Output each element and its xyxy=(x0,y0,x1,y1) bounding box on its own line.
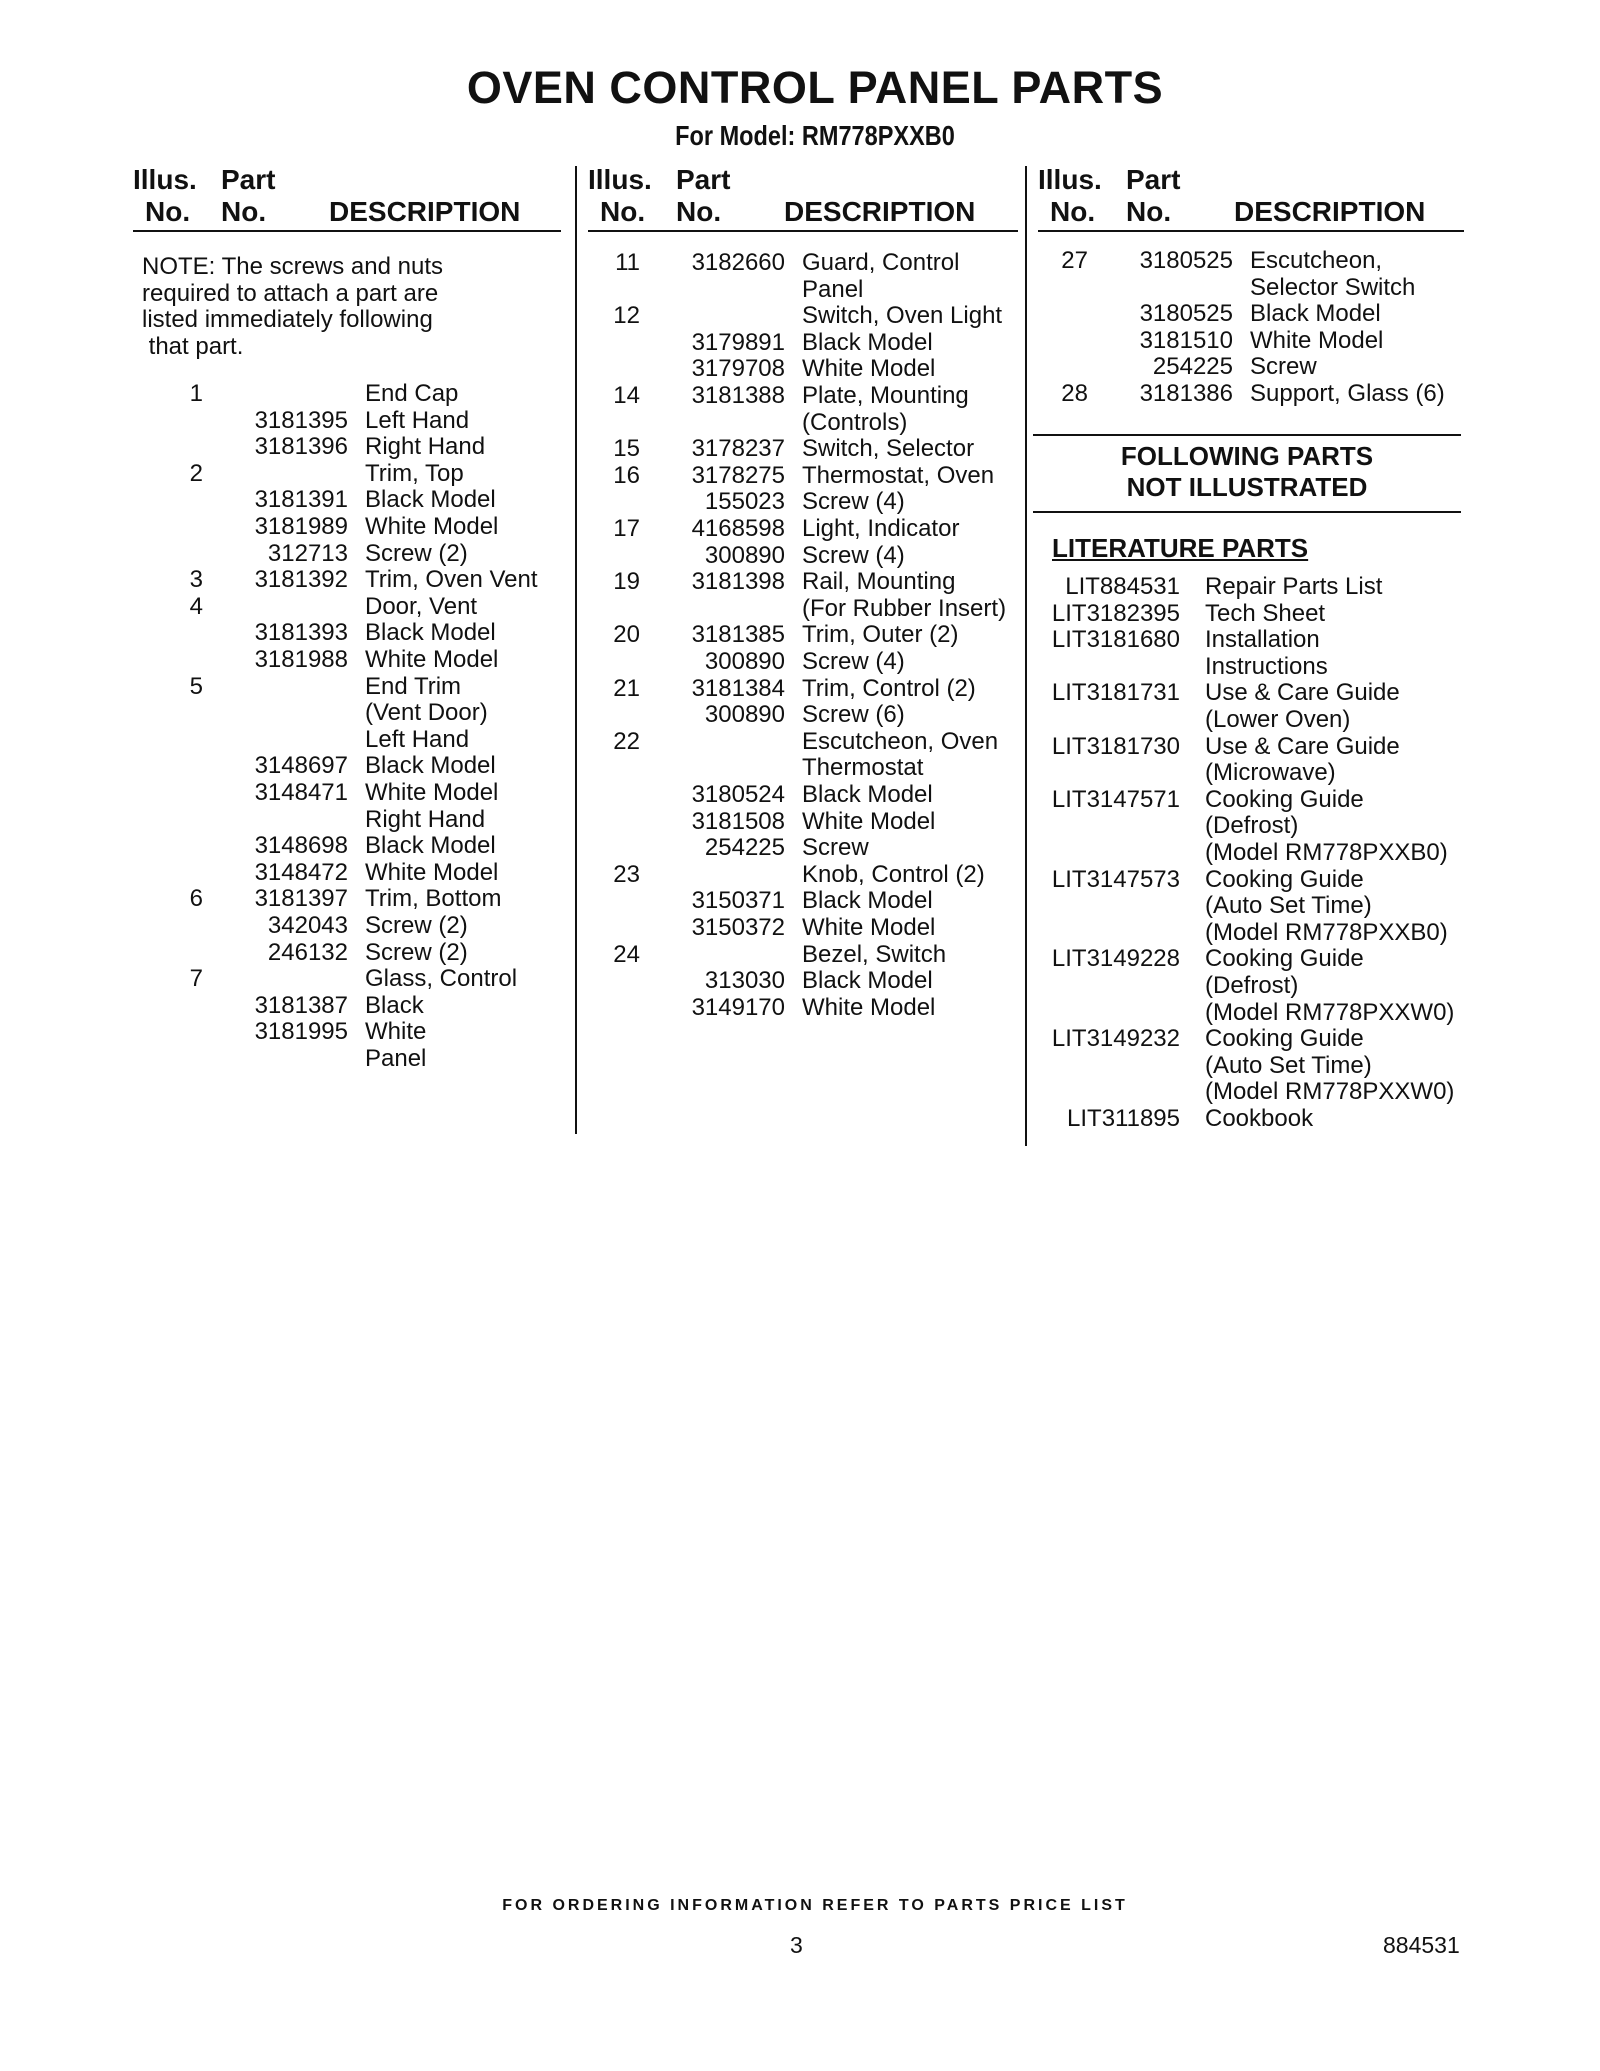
header-part-no: No. xyxy=(221,196,267,227)
part-description: White Model xyxy=(365,646,499,673)
literature-description: (Defrost) xyxy=(1205,972,1299,999)
part-description: Trim, Oven Vent xyxy=(365,566,538,594)
literature-description: Cooking Guide xyxy=(1205,865,1364,893)
literature-number: LIT3181680 xyxy=(1051,626,1180,654)
header-illus-no: No. xyxy=(600,196,646,227)
part-description: Trim, Control (2) xyxy=(802,674,976,702)
illus-number: 19 xyxy=(613,568,640,596)
part-description: Switch, Selector xyxy=(802,435,975,463)
part-description: Screw (4) xyxy=(802,488,905,516)
part-number: 3178275 xyxy=(691,461,785,489)
literature-description: (Model RM778PXXW0) xyxy=(1205,998,1455,1026)
part-description: End Trim xyxy=(365,672,462,700)
part-description: Plate, Mounting xyxy=(802,382,969,409)
page-number: 3 xyxy=(790,1932,803,1958)
illus-number: 15 xyxy=(613,435,640,463)
illus-number: 1 xyxy=(189,380,203,407)
note-line: required to attach a part are xyxy=(142,279,439,307)
part-description: Screw (4) xyxy=(802,541,905,569)
literature-number: LIT3181731 xyxy=(1051,679,1180,707)
part-description: Glass, Control xyxy=(365,965,518,993)
screws-note xyxy=(142,254,443,360)
header-part-no: No. xyxy=(676,196,722,227)
literature-description: Cooking Guide xyxy=(1205,1025,1364,1053)
header-illus: Illus. xyxy=(588,164,652,195)
header-illus: Illus. xyxy=(1038,164,1102,195)
part-number: 155023 xyxy=(704,488,785,516)
literature-description: Cooking Guide xyxy=(1205,945,1364,973)
literature-description: (Auto Set Time) xyxy=(1205,892,1372,920)
part-number: 3180524 xyxy=(691,781,785,808)
literature-description: (Microwave) xyxy=(1205,759,1336,787)
part-description: Screw (2) xyxy=(365,539,468,567)
illus-number: 4 xyxy=(189,592,203,620)
literature-description: (Model RM778PXXW0) xyxy=(1205,1078,1455,1106)
literature-number: LIT3147573 xyxy=(1051,865,1180,893)
following-line-1: FOLLOWING PARTS xyxy=(1120,441,1374,471)
header-illus-no: No. xyxy=(1050,196,1096,227)
part-number: 300890 xyxy=(704,701,785,729)
header-illus-no: No. xyxy=(145,196,191,227)
illus-number: 14 xyxy=(613,382,640,409)
illus-number: 28 xyxy=(1061,380,1088,407)
ordering-footer: FOR ORDERING INFORMATION REFER TO PARTS PRICE LIST xyxy=(502,1897,1128,1914)
part-description: Black Model xyxy=(802,328,933,356)
part-description: Escutcheon, Oven xyxy=(802,727,999,755)
part-description: White Model xyxy=(802,807,936,835)
literature-description: (Model RM778PXXB0) xyxy=(1205,918,1448,946)
part-description: Black Model xyxy=(365,619,496,647)
note-line: listed immediately following xyxy=(142,306,433,334)
literature-number: LIT3181730 xyxy=(1051,732,1180,760)
literature-description: Installation xyxy=(1205,626,1320,654)
part-description: Thermostat xyxy=(802,754,924,782)
part-number: 3181398 xyxy=(691,568,785,596)
part-description: Black Model xyxy=(802,967,933,995)
part-description: Black Model xyxy=(802,781,933,808)
part-number: 3182660 xyxy=(691,249,785,276)
part-description: Light, Indicator xyxy=(802,515,960,542)
literature-description: Cooking Guide xyxy=(1205,785,1364,813)
illus-number: 3 xyxy=(189,566,203,594)
part-description: Black Model xyxy=(802,887,933,915)
illus-number: 23 xyxy=(613,860,640,888)
literature-number: LIT3149228 xyxy=(1051,945,1180,973)
part-number: 312713 xyxy=(267,539,348,567)
part-description: White xyxy=(365,1018,427,1046)
part-description: Switch, Oven Light xyxy=(802,302,1003,330)
part-number: 3150371 xyxy=(691,887,785,915)
part-number: 3181386 xyxy=(1139,380,1233,407)
part-description: Screw xyxy=(1250,353,1317,381)
part-description: End Cap xyxy=(365,380,459,407)
part-description: Rail, Mounting xyxy=(802,568,956,596)
part-description: (For Rubber Insert) xyxy=(802,594,1007,622)
illus-number: 6 xyxy=(189,885,203,913)
part-description: Bezel, Switch xyxy=(802,940,947,968)
part-description: Thermostat, Oven xyxy=(802,461,995,489)
part-number: 3180525 xyxy=(1139,247,1233,274)
part-number: 246132 xyxy=(267,938,348,966)
part-description: Right Hand xyxy=(365,805,486,833)
part-number: 3181988 xyxy=(254,646,348,673)
part-number: 3148471 xyxy=(254,779,348,806)
part-description: White Model xyxy=(802,914,936,941)
following-rule-top xyxy=(1033,434,1461,436)
following-rule-bottom xyxy=(1033,511,1461,513)
literature-number: LIT3147571 xyxy=(1051,785,1180,813)
part-description: Screw (2) xyxy=(365,912,468,939)
part-description: White Model xyxy=(365,513,499,540)
header-description: DESCRIPTION xyxy=(784,196,976,227)
part-description: Door, Vent xyxy=(365,592,478,620)
illus-number: 22 xyxy=(613,727,640,755)
part-number: 3149170 xyxy=(691,993,785,1021)
header-description: DESCRIPTION xyxy=(329,196,521,227)
part-number: 3181387 xyxy=(254,991,348,1019)
part-description: White Model xyxy=(802,993,936,1021)
part-number: 3181392 xyxy=(254,566,348,594)
part-number: 3150372 xyxy=(691,914,785,941)
part-number: 3181393 xyxy=(254,619,348,647)
part-number: 3181995 xyxy=(254,1018,348,1046)
part-description: Knob, Control (2) xyxy=(802,860,985,888)
literature-description: Use & Care Guide xyxy=(1205,679,1400,707)
column-divider-1 xyxy=(575,166,577,1134)
literature-description: (Lower Oven) xyxy=(1205,706,1351,733)
part-description: Right Hand xyxy=(365,433,486,461)
part-number: 254225 xyxy=(704,834,785,862)
part-description: Black Model xyxy=(365,486,496,514)
header-part: Part xyxy=(221,164,276,195)
part-description: Support, Glass (6) xyxy=(1250,380,1445,407)
document-number: 884531 xyxy=(1383,1932,1460,1958)
illus-number: 16 xyxy=(613,461,640,489)
part-number: 3179891 xyxy=(691,328,785,356)
part-number: 3178237 xyxy=(691,435,785,463)
part-number: 3181391 xyxy=(254,486,348,514)
part-description: Trim, Top xyxy=(365,459,464,487)
part-description: White Model xyxy=(1250,326,1384,354)
part-number: 3181510 xyxy=(1139,326,1233,354)
literature-description: Cookbook xyxy=(1205,1105,1314,1132)
literature-description: Repair Parts List xyxy=(1205,573,1383,600)
part-description: Left Hand xyxy=(365,725,470,753)
part-description: Screw (4) xyxy=(802,648,905,675)
literature-description: (Defrost) xyxy=(1205,812,1299,840)
part-description: Black Model xyxy=(365,832,496,860)
literature-description: Instructions xyxy=(1205,652,1328,680)
literature-description: (Auto Set Time) xyxy=(1205,1051,1372,1079)
part-description: White Model xyxy=(365,779,499,806)
part-description: Escutcheon, xyxy=(1250,247,1383,274)
illus-number: 11 xyxy=(615,249,640,276)
part-number: 3181384 xyxy=(691,674,785,702)
part-description: Black Model xyxy=(1250,300,1381,328)
column-divider-2 xyxy=(1025,166,1027,1146)
following-parts-heading xyxy=(1033,441,1461,503)
illus-number: 7 xyxy=(189,965,203,993)
part-number: 254225 xyxy=(1152,353,1233,381)
part-description: White Model xyxy=(802,355,936,383)
illus-number: 12 xyxy=(613,302,640,330)
illus-number: 27 xyxy=(1061,247,1088,274)
part-description: Selector Switch xyxy=(1250,273,1416,301)
header-rule xyxy=(133,230,561,232)
literature-description: Use & Care Guide xyxy=(1205,732,1400,760)
part-description: Screw xyxy=(802,834,869,862)
header-part: Part xyxy=(676,164,731,195)
header-rule xyxy=(1038,230,1464,232)
part-number: 3181396 xyxy=(254,433,348,461)
page-subtitle: For Model: RM778PXXB0 xyxy=(675,120,955,151)
part-description: Screw (2) xyxy=(365,938,468,966)
literature-description: (Model RM778PXXB0) xyxy=(1205,839,1448,866)
part-description: (Controls) xyxy=(802,408,908,436)
header-illus: Illus. xyxy=(133,164,197,195)
literature-number: LIT3182395 xyxy=(1051,599,1180,627)
part-number: 313030 xyxy=(704,967,785,995)
illus-number: 21 xyxy=(613,674,640,702)
part-number: 3148698 xyxy=(254,832,348,860)
note-line: NOTE: The screws and nuts xyxy=(142,253,444,280)
header-part: Part xyxy=(1126,164,1181,195)
header-part-no: No. xyxy=(1126,196,1172,227)
part-number: 3181397 xyxy=(254,885,348,913)
part-number: 3148697 xyxy=(254,752,348,780)
part-description: Guard, Control xyxy=(802,249,960,276)
part-description: (Vent Door) xyxy=(365,699,488,727)
part-number: 3148472 xyxy=(254,858,348,886)
part-number: 3181385 xyxy=(691,621,785,649)
header-description: DESCRIPTION xyxy=(1234,196,1426,227)
illus-number: 2 xyxy=(189,459,203,487)
literature-number: LIT884531 xyxy=(1065,573,1180,600)
illus-number: 20 xyxy=(613,621,640,649)
part-number: 3179708 xyxy=(691,355,785,383)
note-line: that part. xyxy=(142,332,244,360)
part-number: 3181395 xyxy=(254,406,348,434)
part-number: 4168598 xyxy=(691,515,785,542)
part-number: 3181508 xyxy=(691,807,785,835)
part-number: 3180525 xyxy=(1139,300,1233,328)
part-description: Panel xyxy=(365,1045,427,1072)
literature-number: LIT3149232 xyxy=(1051,1025,1180,1053)
part-description: White Model xyxy=(365,858,499,886)
part-number: 300890 xyxy=(704,648,785,675)
part-description: Black Model xyxy=(365,752,496,780)
part-number: 300890 xyxy=(704,541,785,569)
page-title: OVEN CONTROL PANEL PARTS xyxy=(466,62,1164,113)
part-description: Trim, Outer (2) xyxy=(802,621,959,649)
literature-heading: LITERATURE PARTS xyxy=(1052,533,1309,563)
literature-description: Tech Sheet xyxy=(1205,599,1326,627)
following-line-2: NOT ILLUSTRATED xyxy=(1126,472,1368,502)
part-description: Left Hand xyxy=(365,406,470,434)
header-rule xyxy=(588,230,1018,232)
illus-number: 5 xyxy=(189,672,203,700)
illus-number: 17 xyxy=(613,515,640,542)
part-number: 342043 xyxy=(267,912,348,939)
literature-number: LIT311895 xyxy=(1067,1105,1180,1132)
illus-number: 24 xyxy=(613,940,640,968)
part-description: Panel xyxy=(802,275,864,303)
part-number: 3181388 xyxy=(691,382,785,409)
part-description: Trim, Bottom xyxy=(365,885,502,913)
part-number: 3181989 xyxy=(254,513,348,540)
part-description: Black xyxy=(365,991,424,1019)
part-description: Screw (6) xyxy=(802,701,905,729)
